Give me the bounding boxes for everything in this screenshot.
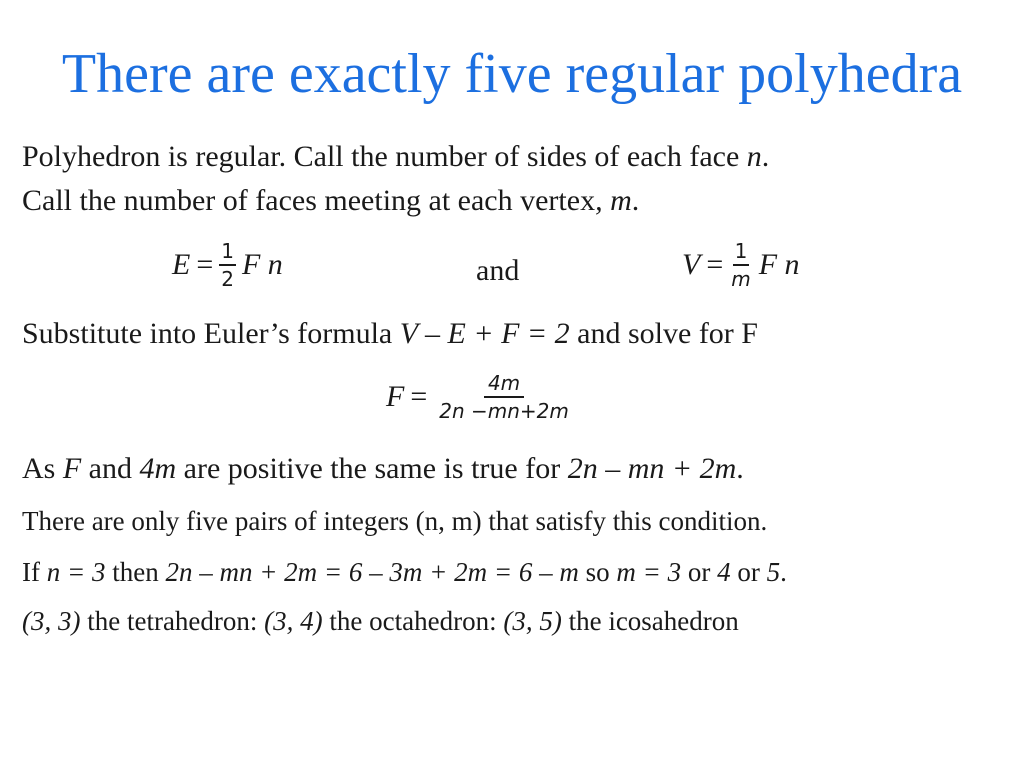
text-part: As — [22, 452, 63, 485]
var-m: , m — [595, 184, 632, 217]
solid-tetrahedron: the tetrahedron: — [80, 606, 265, 636]
fraction-faces — [435, 372, 573, 422]
text-part: or — [730, 557, 767, 587]
pair-3-5: (3, 5) — [503, 606, 562, 636]
pair-3-4: (3, 4) — [264, 606, 323, 636]
equation-faces — [386, 372, 579, 422]
text-line-n-equals-3 — [22, 557, 787, 588]
expr-5: 5 — [766, 557, 781, 587]
expr-n3: n = 3 — [46, 557, 106, 587]
line-end: . — [631, 184, 640, 217]
line-text: Polyhedron is regular. Call the number of sides of each face — [22, 140, 747, 173]
text-part: so — [578, 557, 617, 587]
text-line-vertex-definition — [22, 184, 639, 219]
fraction-numerator: 1 — [219, 240, 236, 266]
text-part: If — [22, 557, 47, 587]
var-n: n — [746, 140, 762, 173]
text-line-five-pairs: There are only five pairs of integers (n, m) that satisfy this condition. — [22, 506, 768, 536]
and-label — [476, 254, 519, 288]
equation-vertices — [682, 240, 800, 290]
line-text: Call the number of faces meeting at each vertex — [22, 184, 596, 217]
eq-equals: = — [410, 380, 428, 413]
fraction-one-over-m — [729, 240, 752, 290]
line-end: . — [780, 557, 787, 587]
expr-derivation: 2n – mn + 2m = 6 – 3m + 2m = 6 – m — [165, 557, 579, 587]
text-line-solids — [22, 606, 739, 637]
and-text: and — [476, 254, 520, 287]
euler-formula: V – E + F = 2 — [399, 317, 570, 350]
text-line-euler — [22, 317, 758, 352]
fraction-denominator: 2 — [221, 267, 234, 291]
equation-edges — [172, 240, 283, 290]
fraction-one-half — [219, 240, 236, 290]
var-F: F — [62, 452, 82, 485]
expr-denominator: 2n – mn + 2m — [567, 452, 737, 485]
eq-lhs: F — [386, 380, 405, 413]
eq-lhs: E — [172, 248, 191, 281]
pair-3-3: (3, 3) — [22, 606, 81, 636]
text-part: or — [681, 557, 718, 587]
line-text: Substitute into Euler’s formula — [22, 317, 400, 350]
eq-lhs: V — [682, 248, 701, 281]
slide-title: There are exactly five regular polyhedra — [61, 43, 963, 105]
eq-equals: = — [196, 248, 214, 281]
eq-rhs: F n — [241, 248, 283, 281]
line-tail: and solve for F — [569, 317, 758, 350]
eq-equals: = — [706, 248, 724, 281]
fraction-denominator: m — [731, 267, 751, 291]
solid-icosahedron: the icosahedron — [561, 606, 739, 636]
eq-rhs: F n — [758, 248, 800, 281]
text-line-regular-definition — [22, 140, 769, 175]
text-part: then — [105, 557, 166, 587]
var-4m: 4m — [139, 452, 177, 485]
text-part: and — [81, 452, 140, 485]
line-end: . — [761, 140, 770, 173]
fraction-denominator: 2n −mn+2m — [439, 399, 569, 423]
solid-octahedron: the octahedron: — [322, 606, 504, 636]
text-line-positive — [22, 452, 744, 487]
expr-m3: m = 3 — [616, 557, 682, 587]
fraction-numerator: 4m — [484, 372, 524, 398]
text-part: are positive the same is true for — [176, 452, 568, 485]
fraction-numerator: 1 — [733, 240, 750, 266]
expr-4: 4 — [717, 557, 731, 587]
line-end: . — [736, 452, 744, 485]
